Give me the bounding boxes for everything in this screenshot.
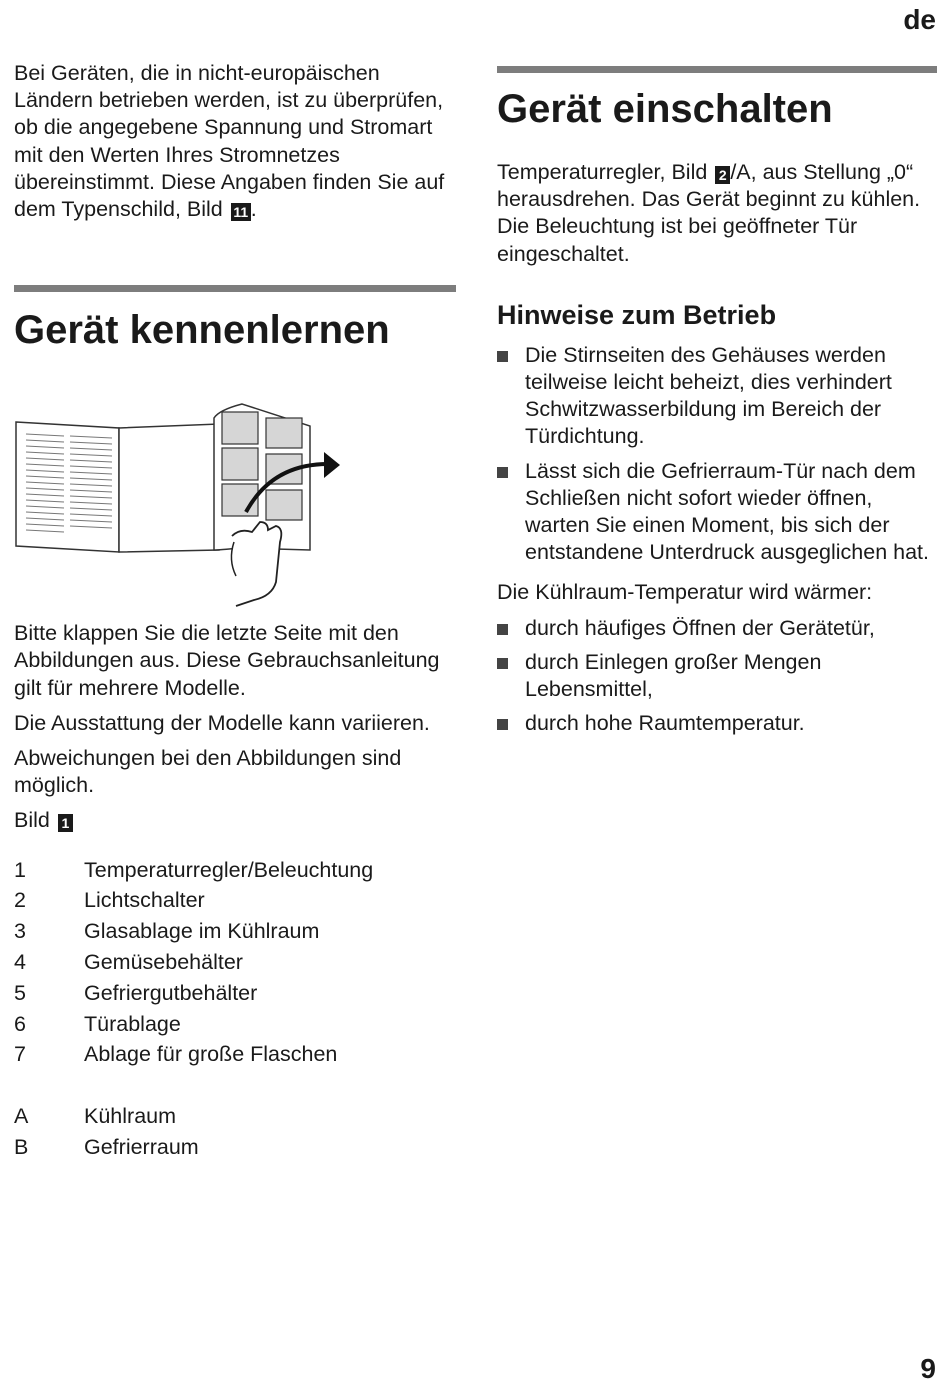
section-rule [14,285,456,292]
section-rule [497,66,937,73]
bild-reference: Bild 1 [14,807,456,834]
legend-key: 5 [14,980,26,1005]
legend-key: 2 [14,888,26,913]
legend-numbers [14,855,456,1071]
hinweise-list [497,342,937,567]
page-number: 9 [920,1353,936,1384]
legend-key: 1 [14,857,26,882]
legend-text: Glasablage im Kühlraum [84,919,320,944]
legend-text: Kühlraum [84,1104,177,1129]
fold-out-page-illustration [14,400,344,610]
legend-text: Gefrierraum [84,1135,199,1160]
legend-key: 3 [14,919,26,944]
legend-text: Ablage für große Flaschen [84,1042,338,1067]
list-item: Lässt sich die Gefrierraum-Tür nach dem Schließen nicht sofort wieder öffnen, warten Sie einen Moment, bis sich der entstandene Unterdruck ausgeglichen hat. [497,458,937,567]
legend-text: Gemüsebehälter [84,950,243,975]
list-item: durch Einlegen großer Mengen Lebensmittel, [497,649,937,703]
legend-key: 7 [14,1042,26,1067]
legend-key: B [14,1135,29,1160]
paragraph-temperaturregler: Temperaturregler, Bild 2 /A, aus Stellung „0“ herausdrehen. Das Gerät beginnt zu kühlen. Die Beleuchtung ist bei geöffneter Tür eingeschaltet. [497,160,921,266]
legend-key: 4 [14,950,26,975]
paragraph-klappen: Bitte klappen Sie die letzte Seite mit den Abbildungen aus. Diese Gebrauchsanleitung gilt für mehrere Modelle. [14,621,440,700]
intro-paragraph: Bei Geräten, die in nicht-europäischen Ländern betrieben werden, ist zu überprüfen, ob die angegebene Spannung und Stromart mit den Werten Ihres Stromnetzes übereinstimmt. Diese Angaben finden Sie auf dem Typenschild, Bild 11 . [14,61,445,222]
right-column [497,66,937,744]
figure-ref-badge: 1 [58,814,73,832]
language-tag: de [903,4,936,35]
paragraph-kuehlraum-temperatur: Die Kühlraum-Temperatur wird wärmer: [497,580,873,605]
section-title-einschalten: Gerät einschalten [497,87,833,131]
left-column [14,60,456,1163]
legend-text: Gefriergutbehälter [84,980,258,1005]
legend-key: 6 [14,1011,26,1036]
paragraph-abweichungen: Abweichungen bei den Abbildungen sind möglich. [14,746,402,798]
list-item: durch hohe Raumtemperatur. [497,710,937,737]
legend-text: Türablage [84,1011,181,1036]
waermer-list [497,615,937,738]
legend-text: Temperaturregler/Beleuchtung [84,857,374,882]
subsection-title-hinweise: Hinweise zum Betrieb [497,299,777,330]
figure-ref-badge: 2 [715,166,730,184]
paragraph-ausstattung: Die Ausstattung der Modelle kann variieren. [14,710,430,735]
section-title-kennenlernen: Gerät kennenlernen [14,308,390,353]
figure-ref-badge: 11 [231,203,251,221]
list-item: durch häufiges Öffnen der Gerätetür, [497,615,937,642]
legend-letters [14,1101,456,1163]
legend-key: A [14,1104,29,1129]
list-item: Die Stirnseiten des Gehäuses werden teilweise leicht beheizt, dies verhindert Schwitzwasserbildung im Bereich der Türdichtung. [497,342,937,451]
legend-text: Lichtschalter [84,888,205,913]
